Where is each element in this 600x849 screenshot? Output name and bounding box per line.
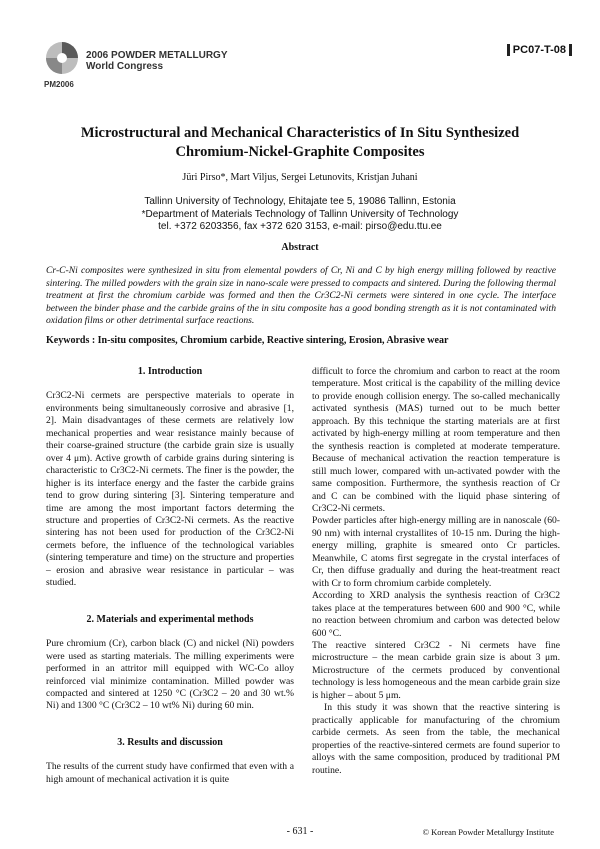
logo-label: PM2006 bbox=[44, 80, 74, 89]
affiliation-line: tel. +372 6203356, fax +372 620 3153, e-mail: pirso@edu.ttu.ee bbox=[158, 221, 442, 232]
title-line2: Chromium-Nickel-Graphite Composites bbox=[175, 144, 425, 160]
affiliation bbox=[0, 196, 600, 234]
left-column bbox=[46, 366, 294, 786]
right-column bbox=[312, 366, 560, 777]
conference-line1: 2006 POWDER METALLURGY bbox=[86, 50, 228, 61]
results-paragraph: The reactive sintered Cr3C2 - Ni cermets have fine microstructure – the mean carbide grain size is about 3 μm. Microstructure of the cermets produced by conventional technology is less homogeneous and the mean carbide grain size is higher – about 5 μm. bbox=[312, 639, 560, 701]
logo-emblem-icon bbox=[40, 40, 84, 80]
title-line1: Microstructural and Mechanical Characteristics of In Situ Synthesized bbox=[80, 125, 520, 141]
results-paragraph: According to XRD analysis the synthesis reaction of Cr3C2 takes place at the temperatures between 600 and 900 °C, while no reaction between chromium and carbon was detected below 600 °C. bbox=[312, 590, 560, 639]
results-paragraph: In this study it was shown that the reactive sintering is practically applicable for manufacturing of the chromium carbide cermets. As seen from the table, the mechanical properties of the reactive-sintered cermets are found superior to alloys with the same composition, produced by traditional PM routine. bbox=[312, 702, 560, 776]
abstract-text: Cr-C-Ni composites were synthesized in situ from elemental powders of Cr, Ni and C by high energy milling followed by reactive sintering. The milled powders with the grain size in nano-scale were pressed to compacts and sintered. During the following thermal treatment at first the chromium carbide was formed and then the Cr3C2-Ni cermets were sintered in one cycle. The interface between the binder phase and the carbide grains of the in situ composite has a good bonding strength as it is not contaminated with oxidation films or other detrimental surface reactions. bbox=[46, 265, 556, 326]
introduction-paragraph: Cr3C2-Ni cermets are perspective materials to operate in environments being simultaneously corrosive and abrasive [1, 2]. Main disadvantages of these cermets are relatively low mechanical properties and wear resistance mainly because of their coarse-grained structure (the carbide grain size is usually over 4 μm). Active growth of carbide grains during sintering is characteristic to Cr3C2-Ni cermets. The finer is the powder, the higher is its interface energy and the faster the carbide grains tend to grow during sintering [3]. Sintering temperature and time are among the most important factors determing the structure and properties of Cr3C2-Ni cermets. As the reactive sintering has not been used for production of the Cr3C2-Ni cermets before, the influence of the technological variables (sintering temperature and time) on the structure and properties – erosion and abrasive wear resistance in particular – was studied. bbox=[46, 390, 294, 589]
results-paragraph: Powder particles after high-energy milling are in nanoscale (60-90 nm) with internal crystallites of 10-15 nm. During the high-energy milling, graphite is smeared onto Cr particles. Meanwhile, C atoms first segregate in the crystal interfaces of Cr, then diffuse gradually and during the heat-treatment react with Cr to form chromium carbide completely. bbox=[312, 515, 560, 589]
conference-line2: World Congress bbox=[86, 61, 164, 72]
section-heading-introduction: 1. Introduction bbox=[137, 366, 203, 377]
page-number: - 631 - bbox=[286, 826, 314, 837]
section-heading-materials: 2. Materials and experimental methods bbox=[86, 613, 254, 625]
results-paragraph: The results of the current study have confirmed that even with a high amount of mechanical activation it is quite bbox=[46, 761, 294, 785]
paper-code: PC07-T-08 bbox=[507, 44, 572, 56]
affiliation-line: Tallinn University of Technology, Ehitajate tee 5, 19086 Tallinn, Estonia bbox=[144, 196, 456, 207]
paper-title bbox=[40, 124, 560, 162]
results-paragraph-continued: difficult to force the chromium and carbon to react at the room temperature. Most critical is the capability of the milling device to provide enough collision energy. The so-called mechanically activated synthesis (MAS) turned out to be much better approach. By this technique the starting materials are at first activated by high-energy milling at room temperature and then the synthesis reaction is completed at moderate temperature. Because of mechanical activation the reaction temperature is still much lower, compared with un-activated powder with the same composition. Furthermore, the synthesis reaction of Cr and C can be combined with the liquid phase sintering of Cr3C2-Ni cermets. bbox=[312, 366, 560, 514]
section-heading-results: 3. Results and discussion bbox=[117, 736, 223, 748]
conference-name bbox=[86, 50, 228, 72]
materials-paragraph: Pure chromium (Cr), carbon black (C) and nickel (Ni) powders were used as starting materials. The milling experiments were performed in an attritor mill equipped with WC-Co alloy reinforced vial minimize contamination. Milled powder was compacted and sintered at 1250 °C (Cr3C2 – 20 and 30 wt.% Ni) and 1300 °C (Cr3C2 – 10 wt% Ni) during 60 min. bbox=[46, 638, 294, 712]
copyright: © Korean Powder Metallurgy Institute bbox=[422, 827, 554, 837]
keywords: Keywords : In-situ composites, Chromium carbide, Reactive sintering, Erosion, Abrasive wear bbox=[46, 335, 449, 346]
authors: Jüri Pirso*, Mart Viljus, Sergei Letunovits, Kristjan Juhani bbox=[182, 172, 418, 183]
abstract-heading: Abstract bbox=[281, 242, 319, 253]
affiliation-line: *Department of Materials Technology of Tallinn University of Technology bbox=[141, 208, 459, 220]
